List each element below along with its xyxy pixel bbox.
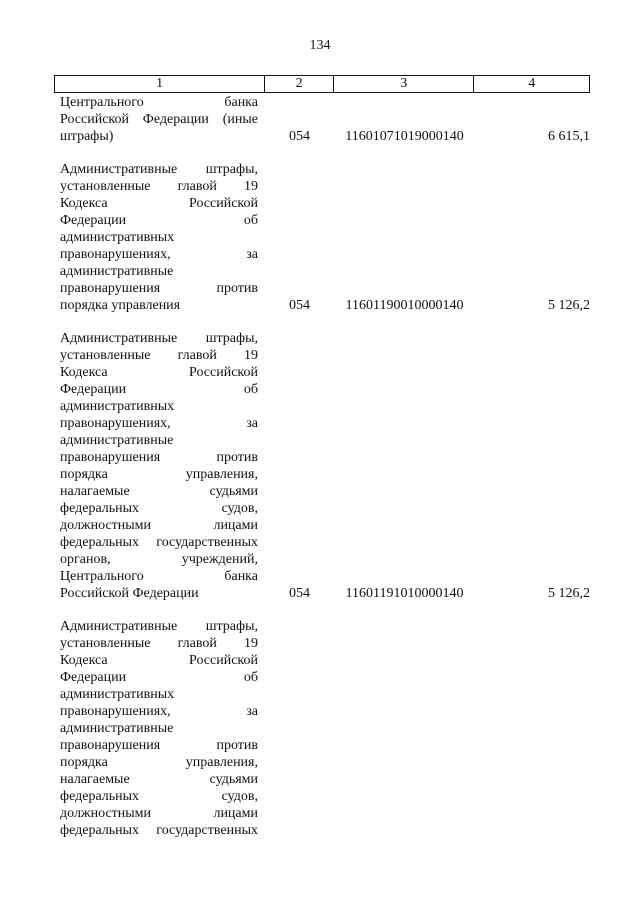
row-description xyxy=(54,330,258,602)
description-line: правонарушения против xyxy=(60,281,258,296)
description-line: Кодекса Российской xyxy=(60,196,258,211)
table-body xyxy=(54,94,590,839)
description-line: Центрального банка xyxy=(60,569,258,584)
description-line: Административные штрафы, xyxy=(60,331,258,346)
row-admin-code: 054 xyxy=(289,129,310,144)
table-row xyxy=(54,330,590,602)
page-number: 134 xyxy=(309,38,331,53)
description-line: правонарушениях, за xyxy=(60,416,258,431)
description-line: Административные штрафы, xyxy=(60,619,258,634)
description-line: установленные главой 19 xyxy=(60,348,258,363)
description-line: административные xyxy=(60,264,174,279)
row-gap xyxy=(54,145,590,161)
row-budget-code: 11601191010000140 xyxy=(345,586,464,601)
description-line: налагаемые судьями xyxy=(60,484,258,499)
description-line: Центрального банка xyxy=(60,95,258,110)
description-line: административных xyxy=(60,399,175,414)
description-line: правонарушениях, за xyxy=(60,247,258,262)
description-line: правонарушения против xyxy=(60,450,258,465)
description-line: федеральных государственных xyxy=(60,823,258,838)
description-line: порядка управления, xyxy=(60,755,258,770)
row-gap xyxy=(54,314,590,330)
header-col-2: 2 xyxy=(265,76,334,92)
table-row xyxy=(54,94,590,145)
row-amount: 6 615,1 xyxy=(548,129,590,144)
description-line: федеральных судов, xyxy=(60,501,258,516)
description-line: органов, учреждений, xyxy=(60,552,258,567)
description-line: административные xyxy=(60,433,174,448)
description-line: Российской Федерации xyxy=(60,586,199,601)
description-line: порядка управления, xyxy=(60,467,258,482)
header-col-3: 3 xyxy=(334,76,474,92)
description-line: штрафы) xyxy=(60,129,114,144)
row-description xyxy=(54,618,258,839)
description-line: административные xyxy=(60,721,174,736)
row-description xyxy=(54,94,258,145)
row-budget-code: 11601190010000140 xyxy=(345,298,464,313)
description-line: административных xyxy=(60,687,175,702)
description-line: Кодекса Российской xyxy=(60,365,258,380)
row-amount: 5 126,2 xyxy=(548,298,590,313)
description-line: правонарушения против xyxy=(60,738,258,753)
row-admin-code: 054 xyxy=(289,298,310,313)
description-line: административных xyxy=(60,230,175,245)
row-admin-code: 054 xyxy=(289,586,310,601)
table-header xyxy=(54,75,590,93)
header-col-4: 4 xyxy=(528,76,536,91)
description-line: установленные главой 19 xyxy=(60,179,258,194)
description-line: должностными лицами xyxy=(60,806,258,821)
row-amount: 5 126,2 xyxy=(548,586,590,601)
table-row xyxy=(54,618,590,839)
row-budget-code: 11601071019000140 xyxy=(345,129,464,144)
row-gap xyxy=(54,602,590,618)
description-line: Российской Федерации (иные xyxy=(60,112,258,127)
description-line: Федерации об xyxy=(60,382,258,397)
description-line: федеральных государственных xyxy=(60,535,258,550)
description-line: Федерации об xyxy=(60,213,258,228)
description-line: Федерации об xyxy=(60,670,258,685)
description-line: Кодекса Российской xyxy=(60,653,258,668)
description-line: порядка управления xyxy=(60,298,181,313)
description-line: установленные главой 19 xyxy=(60,636,258,651)
description-line: налагаемые судьями xyxy=(60,772,258,787)
description-line: должностными лицами xyxy=(60,518,258,533)
header-col-1: 1 xyxy=(55,76,265,92)
table-row xyxy=(54,161,590,314)
description-line: Административные штрафы, xyxy=(60,162,258,177)
row-description xyxy=(54,161,258,314)
description-line: федеральных судов, xyxy=(60,789,258,804)
description-line: правонарушениях, за xyxy=(60,704,258,719)
